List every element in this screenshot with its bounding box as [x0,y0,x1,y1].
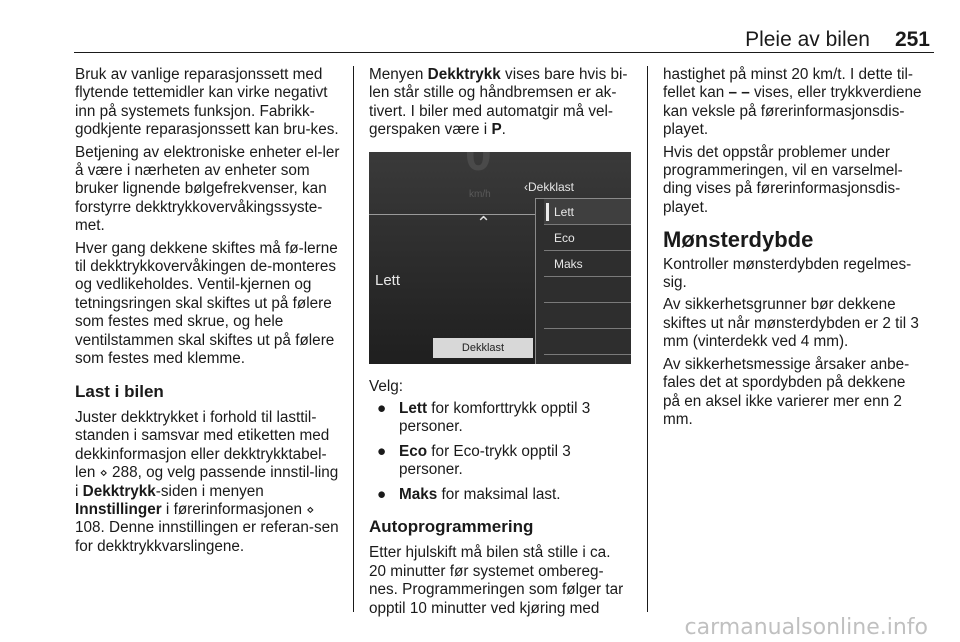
load-menu-panel [535,198,631,364]
heading-autoprogrammering: Autoprogrammering [369,517,534,537]
driver-info-display-image [369,152,631,364]
column-2 [369,66,631,622]
paragraph-interference: Betjening av elektroniske enheter el-ler å være i nærheten av enheter som bruker lignende bølgefrekvenser, kan forstyrre dekktrykkovervåkingssyste-met. [75,143,340,235]
paragraph-tread-variance: Av sikkerhetsmessige årsaker anbe-fales det at spordybden på dekkene på en aksel ikke varierer mer enn 2 mm. [663,355,910,428]
page-ref-icon: ⋄ [99,465,108,481]
bullet-icon: ● [377,400,387,418]
column-1 [75,66,340,560]
page-ref-icon: ⋄ [306,501,315,517]
paragraph-programming-speed: hastighet på minst 20 km/t. I dette til-fellet kan – – vises, eller trykkverdiene kan veksle på førerinformasjonsdis-playet. [663,66,922,139]
column-3 [663,66,925,433]
heading-monsterdybde: Mønsterdybde [663,227,814,253]
watermark: carmanualsonline.info [684,615,928,640]
column-divider-1 [353,66,354,612]
menu-item-lett[interactable]: Lett [544,199,631,225]
paragraph-menu-conditions: Menyen Dekktrykk vises bare hvis bi-len står stille og håndbremsen er ak-tivert. I biler med automatgir må vel-gerspaken være i P. [369,66,628,139]
bullet-icon: ● [377,485,387,503]
speed-unit: km/h [469,188,491,200]
dash-indicator: – – [728,84,750,102]
bullet-icon: ● [377,442,387,460]
paragraph-load-adjust: Juster dekktrykket i forhold til lasttil-standen i samsvar med etiketten med dekkinformasjon eller dekktrykktabel-len ⋄ 288, og velg passende innstil-ling i Dekktrykk-siden i menyen Innstillinger i førerinformasjonen ⋄ 108. Denne innstillingen er referan-sen for dekktrykkvarslingene. [75,408,339,555]
velg-label: Velg: [369,377,404,395]
page-number: 251 [894,28,930,51]
paragraph-replace-tyres: Av sikkerhetsgrunner bør dekkene skiftes ut når mønsterdybden er 2 til 3 mm (vinterdekk ved 4 mm). [663,296,919,351]
paragraph-check-tread: Kontroller mønsterdybden regelmes-sig. [663,255,912,292]
menu-item-empty [544,277,631,303]
list-item: ● Maks for maksimal last. [377,485,561,503]
paragraph-sensor-maintenance: Hver gang dekkene skiftes må fø-lerne til dekktrykkovervåkingen de-monteres og vedlikeholdes. Ventil-kjernen og tetningsringen skal skiftes ut på følere som festes med skrue, og hele ventilstammen skal skiftes ut på følere som festes med klemme. [75,239,338,368]
list-item: ● Eco for Eco-trykk opptil 3 personer. [377,442,571,479]
selection-indicator [546,203,549,221]
column-divider-2 [647,66,648,612]
chevron-up-icon: ⌃ [476,212,492,233]
paragraph-programming-problems: Hvis det oppstår problemer under programmeringen, vil en varselmel-ding vises på førerinformasjonsdis-playet. [663,143,903,216]
menu-item-maks[interactable]: Maks [544,251,631,277]
paragraph-autoprogramming: Etter hjulskift må bilen stå stille i ca. 20 minutter før systemet ombereg-nes. Programmeringen som følger tar opptil 10 minutter ved kjøring med [369,544,624,617]
option-list [369,400,631,504]
paragraph-repair-kits: Bruk av vanlige reparasjonssett med flytende tettemidler kan virke negativt inn på systemets funksjon. Fabrikk-godkjente reparasjonssett kan bru-kes. [75,66,339,139]
menu-item-empty [544,329,631,355]
list-item: ● Lett for komforttrykk opptil 3 personer. [377,400,591,436]
page-title: Pleie av bilen [745,28,870,51]
current-load-label: Lett [375,271,401,289]
menu-item-eco[interactable]: Eco [544,225,631,251]
menu-item-empty [544,303,631,329]
page-header [74,28,934,53]
menu-back-title: ‹Dekklast [524,179,575,194]
heading-last-i-bilen: Last i bilen [75,381,164,401]
bottom-tab-dekklast: Dekklast [433,338,533,358]
speed-digit [465,152,492,164]
